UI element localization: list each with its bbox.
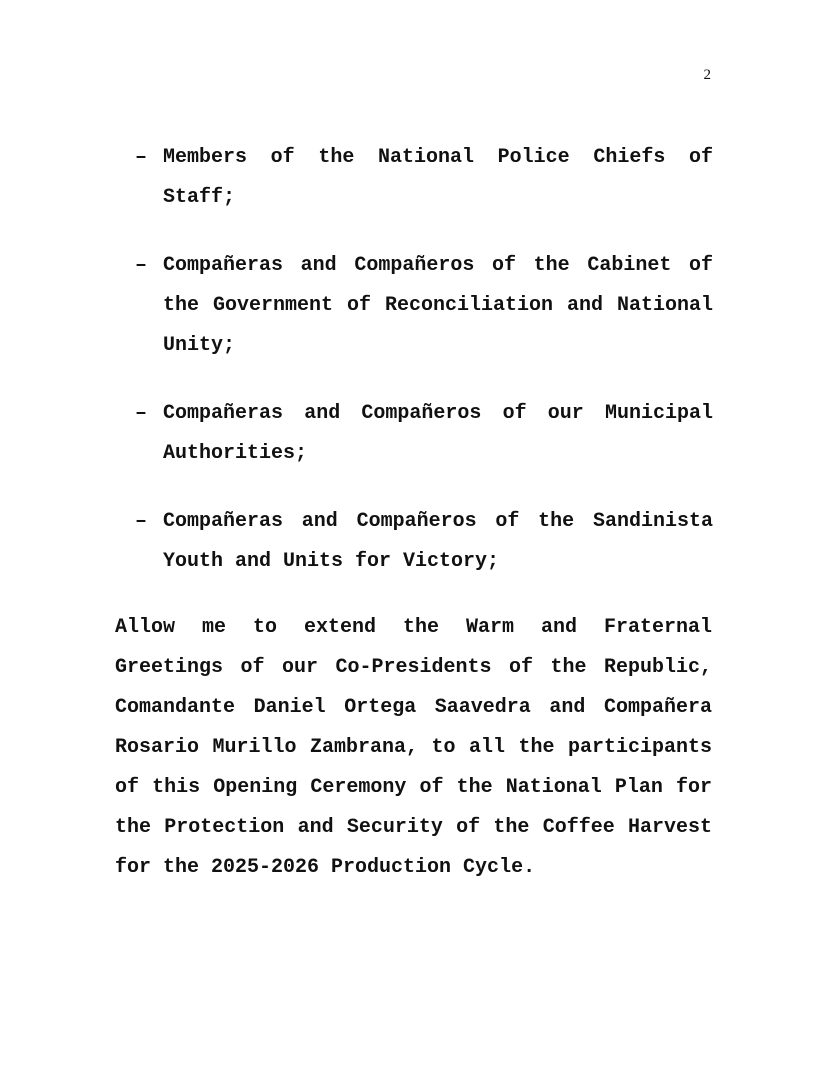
list-item <box>135 138 713 218</box>
list-item <box>135 394 713 474</box>
list-item <box>135 246 713 366</box>
dash-bullet: – <box>135 510 148 533</box>
salutation-list <box>135 138 713 610</box>
body-paragraph: Allow me to extend the Warm and Fraternal Greetings of our Co-Presidents of the Republic, Comandante Daniel Ortega Saavedra and Compañera Rosario Murillo Zambrana, to all the participants of this Opening Ceremony of the National Plan for the Protection and Security of the Coffee Harvest for the 2025-2026 Production Cycle. <box>115 616 712 879</box>
list-item-text: Compañeras and Compañeros of the Cabinet of the Government of Reconciliation and National Unity; <box>163 254 713 357</box>
page-number: 2 <box>703 67 711 83</box>
list-item-text: Compañeras and Compañeros of the Sandinista Youth and Units for Victory; <box>163 510 713 573</box>
list-item-text: Members of the National Police Chiefs of Staff; <box>163 146 713 209</box>
list-item-text: Compañeras and Compañeros of our Municipal Authorities; <box>163 402 713 465</box>
dash-bullet: – <box>135 254 148 277</box>
dash-bullet: – <box>135 402 148 425</box>
dash-bullet: – <box>135 146 148 169</box>
list-item <box>135 502 713 582</box>
